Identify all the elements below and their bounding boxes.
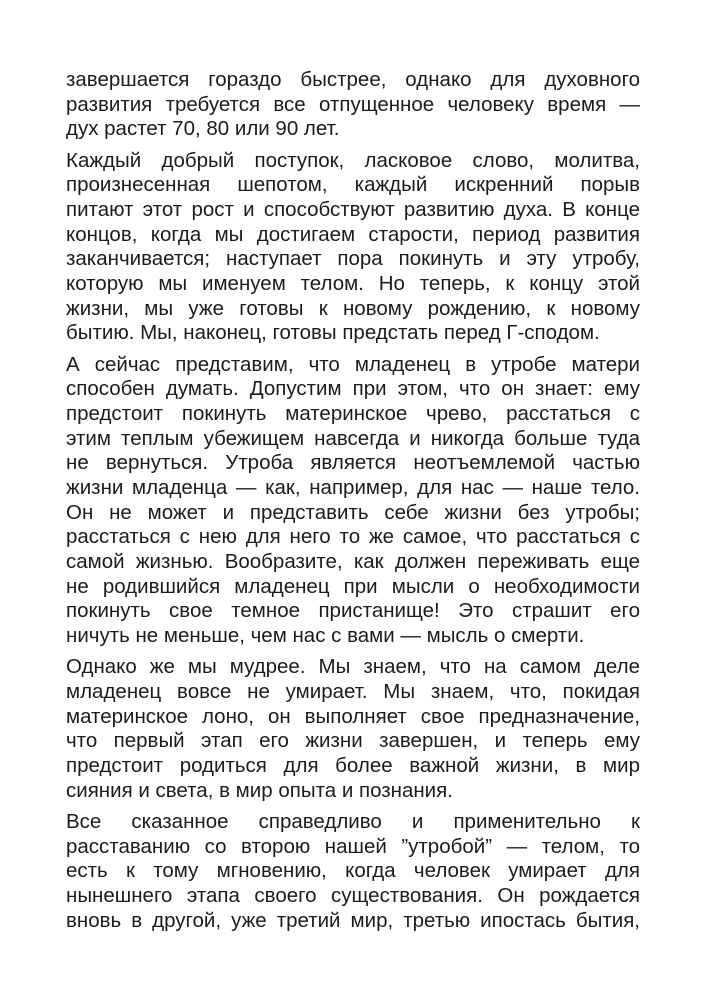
text-line: концов, когда мы достигаем старости, период развития <box>66 222 640 246</box>
text-line: не вернуться. Утроба является неотъемлемой частью <box>66 451 640 475</box>
text-line: завершается гораздо быстрее, однако для духовного <box>66 68 640 91</box>
text-line: жизни, мы уже готовы к новому рождению, к новому <box>66 296 640 320</box>
text-line: Все сказанное справедливо и применительно к <box>66 809 640 833</box>
text-line: вновь в другой, уже третий мир, третью ипостась бытия, <box>66 908 640 932</box>
text-line: расстаться с нею для него то же самое, что расстаться с <box>66 525 640 549</box>
paragraph <box>66 655 640 803</box>
document-page <box>66 68 640 940</box>
text-line: питают этот рост и способствуют развитию духа. В конце <box>66 197 640 221</box>
text-line: нынешнего этапа своего существования. Он рождается <box>66 884 640 907</box>
text-line: покинуть свое темное пристанище! Это страшит его <box>66 599 640 623</box>
text-line: этим теплым убежищем навсегда и никогда больше туда <box>66 426 640 450</box>
paragraph <box>66 149 640 347</box>
text-line: предстоит родиться для более важной жизни, в мир <box>66 754 640 778</box>
text-line: что первый этап его жизни завершен, и теперь ему <box>66 729 640 753</box>
text-line: способен думать. Допустим при этом, что он знает: ему <box>66 377 640 401</box>
text-line: есть к тому мгновению, когда человек умирает для <box>66 859 640 883</box>
text-line: материнское лоно, он выполняет свое предназначение, <box>66 704 640 728</box>
text-line: Он не может и представить себе жизни без утробы; <box>66 500 640 524</box>
text-line: ничуть не меньше, чем нас с вами — мысль о смерти. <box>66 624 585 648</box>
text-line: произнесенная шепотом, каждый искренний порыв <box>66 173 640 197</box>
text-line: предстоит покинуть материнское чрево, расстаться с <box>66 401 640 425</box>
text-line: которую мы именуем телом. Но теперь, к концу этой <box>66 272 640 295</box>
text-line: заканчивается; наступает пора покинуть и эту утробу, <box>66 247 640 271</box>
text-line: развития требуется все отпущенное человеку время — <box>66 92 640 116</box>
text-line: жизни младенца — как, например, для нас — наше тело. <box>66 476 640 499</box>
text-line: самой жизнью. Вообразите, как должен переживать еще <box>66 550 640 574</box>
paragraph <box>66 810 640 933</box>
paragraph <box>66 353 640 649</box>
text-line: сияния и света, в мир опыта и познания. <box>66 778 453 802</box>
text-line: Однако же мы мудрее. Мы знаем, что на самом деле <box>66 655 640 679</box>
text-line: дух растет 70, 80 или 90 лет. <box>66 117 340 141</box>
text-line: младенец вовсе не умирает. Мы знаем, что, покидая <box>66 680 640 703</box>
text-line: не родившийся младенец при мысли о необходимости <box>66 574 640 598</box>
text-line: бытию. Мы, наконец, готовы предстать перед Г-сподом. <box>66 321 600 345</box>
text-line: расставанию со второю нашей ”утробой” — телом, то <box>66 834 640 858</box>
text-line: Каждый добрый поступок, ласковое слово, молитва, <box>66 148 640 172</box>
paragraph <box>66 68 640 142</box>
text-line: А сейчас представим, что младенец в утробе матери <box>66 352 640 376</box>
